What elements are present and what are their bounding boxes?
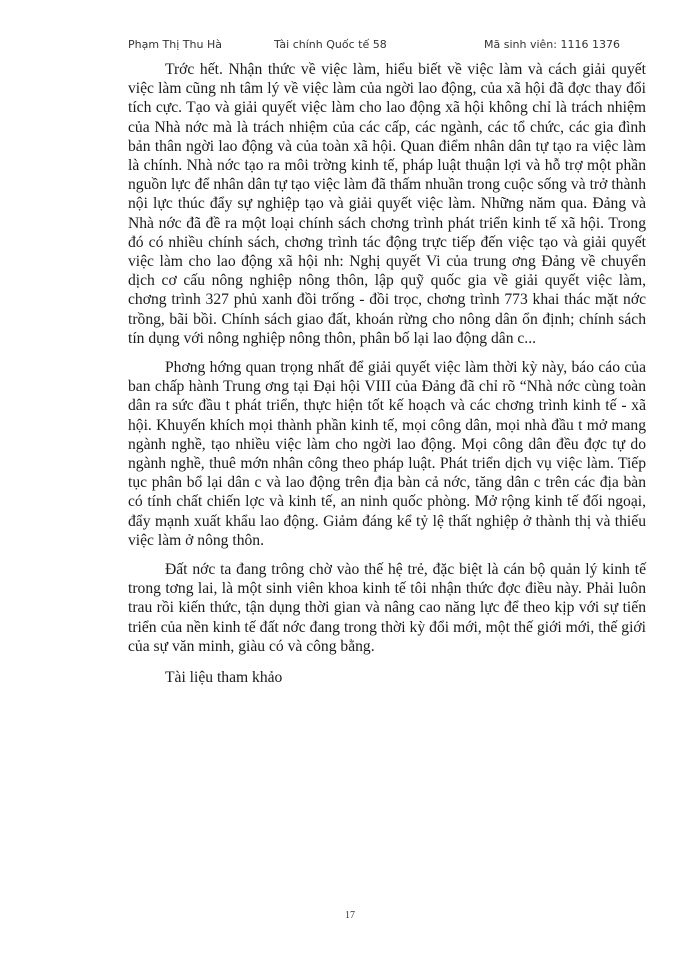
paragraph: Đất nớc ta đang trông chờ vào thế hệ trẻ, đặc biệt là cán bộ quản lý kinh tế trong tơng lai, là một sinh viên khoa kinh tế tôi nhận thức đợc điều này. Phải luôn trau rồi kiến thức, tận dụng thời gian và nâng cao năng lực để theo kịp với sự tiến triển của nền kinh tế đất nớc đang trong thời kỳ đổi mới, một thế giới mới, thế giới của sự văn minh, giàu có và công bằng. [128,561,646,655]
references-heading: Tài liệu tham khảo [165,669,283,687]
page-number: 17 [345,910,355,921]
header-author: Phạm Thị Thu Hà [128,38,222,51]
page-header [128,38,648,56]
paragraph: Phơng hớng quan trọng nhất để giải quyết việc làm thời kỳ này, báo cáo của ban chấp hành Trung ơng tại Đại hội VIII của Đảng đã chỉ rõ “Nhà nớc cùng toàn dân ra sức đầu t phát triển, thực hiện tốt kế hoạch và các chơng trình kinh tế - xã hội. Khuyến khích mọi thành phần kinh tế, mọi công dân, mọi nhà đầu t mở mang ngành nghề, tạo nhiều việc làm cho ngời lao động. Mọi công dân đều đợc tự do ngành nghề, thuê mớn nhân công theo pháp luật. Phát triển dịch vụ việc làm. Tiếp tục phân bổ lại dân c và lao động trên địa bàn cả nớc, tăng dân c trên các địa bàn có tính chất chiến lợc và kinh tế, an ninh quốc phòng. Mở rộng kinh tế đối ngoại, đẩy mạnh xuất khẩu lao động. Giảm đáng kể tỷ lệ thất nghiệp ở thành thị và thiếu việc làm ở nông thôn. [128,359,646,549]
header-student-id: Mã sinh viên: 1116 1376 [484,38,620,51]
header-class: Tài chính Quốc tế 58 [274,38,387,51]
document-body [128,60,646,687]
paragraph: Trớc hết. Nhận thức về việc làm, hiểu biết về việc làm và cách giải quyết việc làm cũng nh tâm lý về việc làm của ngời lao động, của xã hội đã đợc thay đổi tích cực. Tạo và giải quyết việc làm cho lao động xã hội không chỉ là trách nhiệm của Nhà nớc mà là trách nhiệm của các cấp, các ngành, các tổ chức, các gia đình bản thân ngời lao động và của toàn xã hội. Quan điểm nhân dân tự tạo ra việc làm là chính. Nhà nớc tạo ra môi trờng kinh tế, pháp luật thuận lợi và hỗ trợ một phần nguồn lực để nhân dân tự tạo việc làm đã thấm nhuần trong cuộc sống và trở thành nội lực thúc đẩy sự nghiệp tạo và giải quyết việc làm. Những năm qua. Đảng và Nhà nớc đã đề ra một loại chính sách chơng trình phát triển kinh tế xã hội. Trong đó có nhiều chính sách, chơng trình tác động trực tiếp đến việc tạo và giải quyết việc làm cho lao động xã hội nh: Nghị quyết Vi của trung ơng Đảng về chuyển dịch cơ cấu nông nghiệp nông thôn, lập quỹ quốc gia về giải quyết việc làm, chơng trình 327 phủ xanh đồi trống - đồi trọc, chơng trình 773 khai thác mặt nớc trồng, bãi bồi. Chính sách giao đất, khoán rừng cho nông dân ổn định; chính sách tín dụng với nông nghiệp nông thôn, phân bố lại lao động dân c... [128,61,646,347]
